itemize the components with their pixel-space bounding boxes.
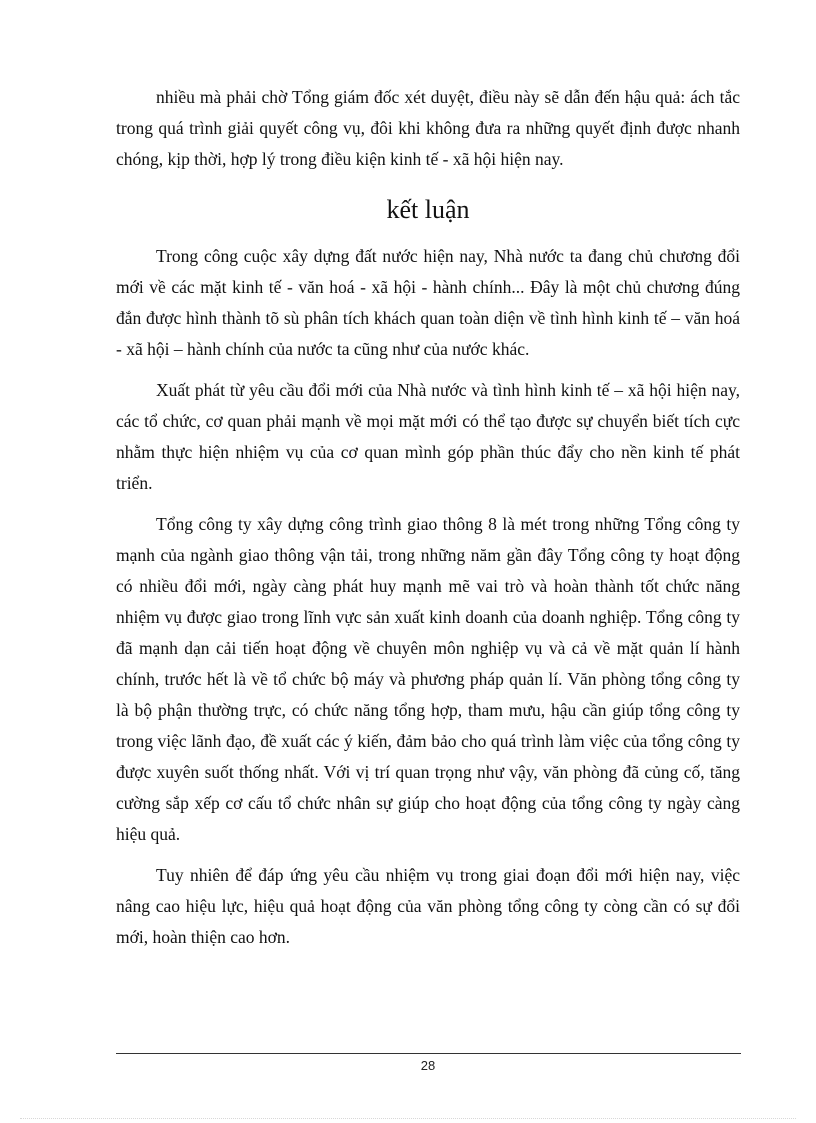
page-number: 28	[420, 1058, 436, 1073]
paragraph-4: Tuy nhiên để đáp ứng yêu cầu nhiệm vụ trong giai đoạn đổi mới hiện nay, việc nâng cao hiệu lực, hiệu quả hoạt động của văn phòng tổng công ty còng cần có sự đổi mới, hoàn thiện cao hơn.	[116, 865, 740, 947]
paragraph-1: Trong công cuộc xây dựng đất nước hiện nay, Nhà nước ta đang chủ chương đổi mới về các mặt kinh tế - văn hoá - xã hội - hành chính... Đây là một chủ chương đúng đắn được hình thành tõ sù phân tích khách quan toàn diện về tình hình kinh tế – văn hoá - xã hội – hành chính của nước ta cũng như của nước khác.	[116, 246, 740, 359]
section-heading: kết luận	[386, 195, 470, 224]
footer-divider	[116, 1053, 741, 1054]
paragraph-3: Tổng công ty xây dựng công trình giao thông 8 là mét trong những Tổng công ty mạnh của ngành giao thông vận tải, trong những năm gần đây Tổng công ty hoạt động có nhiều đổi mới, ngày càng phát huy mạnh mẽ vai trò và hoàn thành tốt chức năng nhiệm vụ được giao trong lĩnh vực sản xuất kinh doanh của doanh nghiệp. Tổng công ty đã mạnh dạn cải tiến hoạt động về chuyên môn nghiệp vụ và cả về mặt quản lí hành chính, trước hết là về tổ chức bộ máy và phương pháp quản lí. Văn phòng tổng công ty là bộ phận thường trực, có chức năng tổng hợp, tham mưu, hậu cần giúp tổng công ty trong việc lãnh đạo, đề xuất các ý kiến, đảm bảo cho quá trình làm việc của tổng công ty được xuyên suốt thống nhất. Với vị trí quan trọng như vậy, văn phòng đã củng cố, tăng cường sắp xếp cơ cấu tổ chức nhân sự giúp cho hoạt động của tổng công ty ngày càng hiệu quả.	[116, 514, 740, 844]
paragraph-2: Xuất phát từ yêu cầu đổi mới của Nhà nước và tình hình kinh tế – xã hội hiện nay, các tổ chức, cơ quan phải mạnh về mọi mặt mới có thể tạo được sự chuyển biết tích cực nhằm thực hiện nhiệm vụ của cơ quan mình góp phần thúc đẩy cho nền kinh tế phát triển.	[116, 380, 740, 493]
paragraph-continuation: nhiều mà phải chờ Tổng giám đốc xét duyệt, điều này sẽ dẫn đến hậu quả: ách tắc trong quá trình giải quyết công vụ, đôi khi không đưa ra những quyết định được nhanh chóng, kịp thời, hợp lý trong điều kiện kinh tế - xã hội hiện nay.	[116, 87, 740, 169]
page-bottom-border	[20, 1118, 796, 1119]
document-body	[116, 82, 740, 963]
